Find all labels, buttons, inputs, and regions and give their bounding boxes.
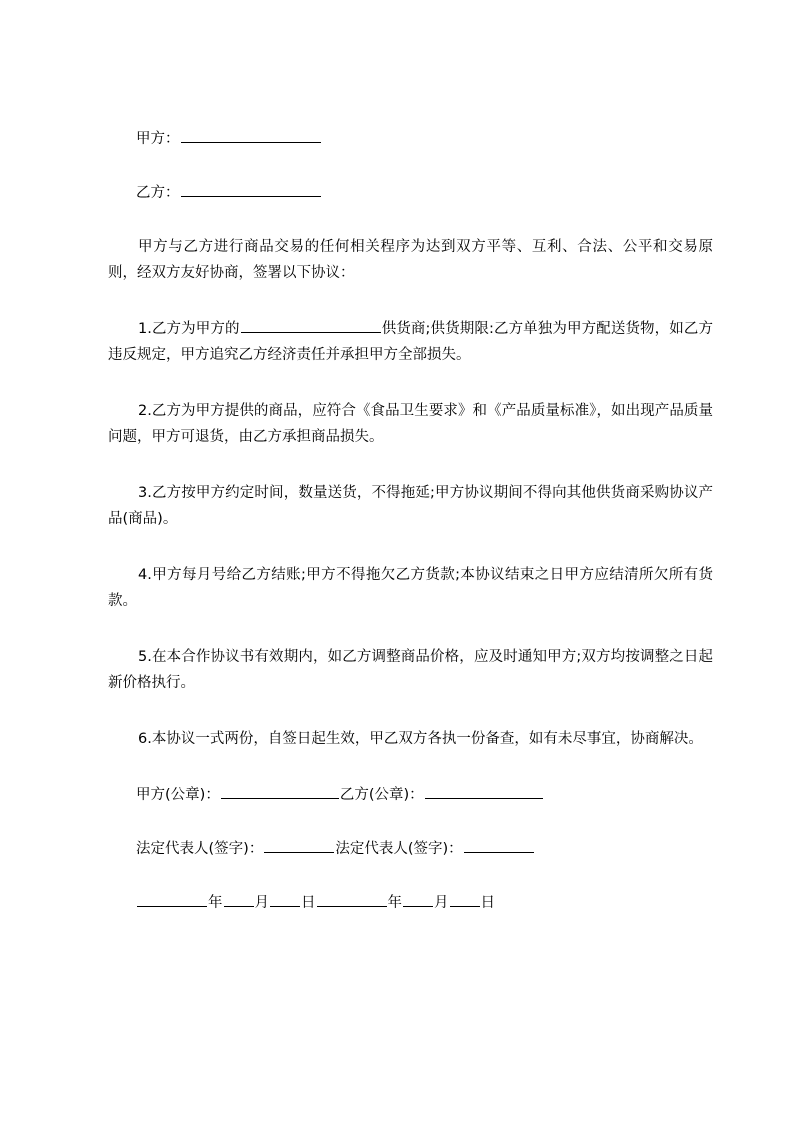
seal-line bbox=[136, 782, 713, 808]
clause-1-prefix: 1.乙方为甲方的 bbox=[138, 321, 240, 337]
clause-5: 5.在本合作协议书有效期内，如乙方调整商品价格，应及时通知甲方;双方均按调整之日起新价格执行。 bbox=[108, 649, 713, 691]
party-b-seal-blank[interactable] bbox=[425, 782, 543, 799]
clause-1 bbox=[108, 316, 713, 368]
clause-3: 3.乙方按甲方约定时间，数量送货，不得拖延;甲方协议期间不得向其他供货商采购协议产品(商品)。 bbox=[108, 485, 713, 527]
party-a-line bbox=[136, 126, 713, 152]
date-b-month-blank[interactable] bbox=[403, 890, 433, 907]
rep-a-label: 法定代表人(签字)： bbox=[136, 841, 264, 857]
representative-line bbox=[136, 836, 713, 862]
date-line bbox=[136, 890, 713, 916]
party-b-line bbox=[136, 180, 713, 206]
date-a-day-blank[interactable] bbox=[270, 890, 300, 907]
agreement-body bbox=[108, 126, 713, 916]
rep-b-blank[interactable] bbox=[464, 836, 534, 853]
date-b-year-blank[interactable] bbox=[317, 890, 387, 907]
clause-4: 4.甲方每月号给乙方结账;甲方不得拖欠乙方货款;本协议结束之日甲方应结清所欠所有货款。 bbox=[108, 567, 713, 609]
intro-paragraph: 甲方与乙方进行商品交易的任何相关程序为达到双方平等、互利、合法、公平和交易原则，经双方友好协商，签署以下协议： bbox=[108, 239, 713, 281]
date-b-day-label: 日 bbox=[480, 895, 495, 911]
date-a-year-blank[interactable] bbox=[137, 890, 207, 907]
date-a-year-label: 年 bbox=[208, 895, 223, 911]
clause-2: 2.乙方为甲方提供的商品，应符合《食品卫生要求》和《产品质量标准》，如出现产品质量问题，甲方可退货，由乙方承担商品损失。 bbox=[108, 403, 713, 445]
supplier-type-blank[interactable] bbox=[241, 316, 381, 333]
date-a-day-label: 日 bbox=[301, 895, 316, 911]
party-b-seal-label: 乙方(公章)： bbox=[339, 787, 424, 803]
party-a-seal-blank[interactable] bbox=[221, 782, 339, 799]
party-a-blank[interactable] bbox=[181, 126, 321, 143]
party-b-label: 乙方： bbox=[136, 185, 180, 201]
party-a-seal-label: 甲方(公章)： bbox=[136, 787, 220, 803]
date-a-month-label: 月 bbox=[254, 895, 269, 911]
rep-a-blank[interactable] bbox=[264, 836, 334, 853]
clause-6: 6.本协议一式两份，自签日起生效，甲乙双方各执一份备查，如有未尽事宜，协商解决。 bbox=[138, 731, 703, 747]
rep-b-label: 法定代表人(签字)： bbox=[335, 841, 463, 857]
date-a-month-blank[interactable] bbox=[224, 890, 254, 907]
party-a-label: 甲方： bbox=[136, 131, 180, 147]
date-b-day-blank[interactable] bbox=[450, 890, 480, 907]
date-b-month-label: 月 bbox=[434, 895, 449, 911]
party-b-blank[interactable] bbox=[181, 180, 321, 197]
date-b-year-label: 年 bbox=[387, 895, 402, 911]
clause-1-suffix: 供货商;供货期限:乙方单独为甲方配送货物，如乙方违反规定，甲方追究乙方经济责任并承担甲方全部损失。 bbox=[108, 321, 713, 363]
